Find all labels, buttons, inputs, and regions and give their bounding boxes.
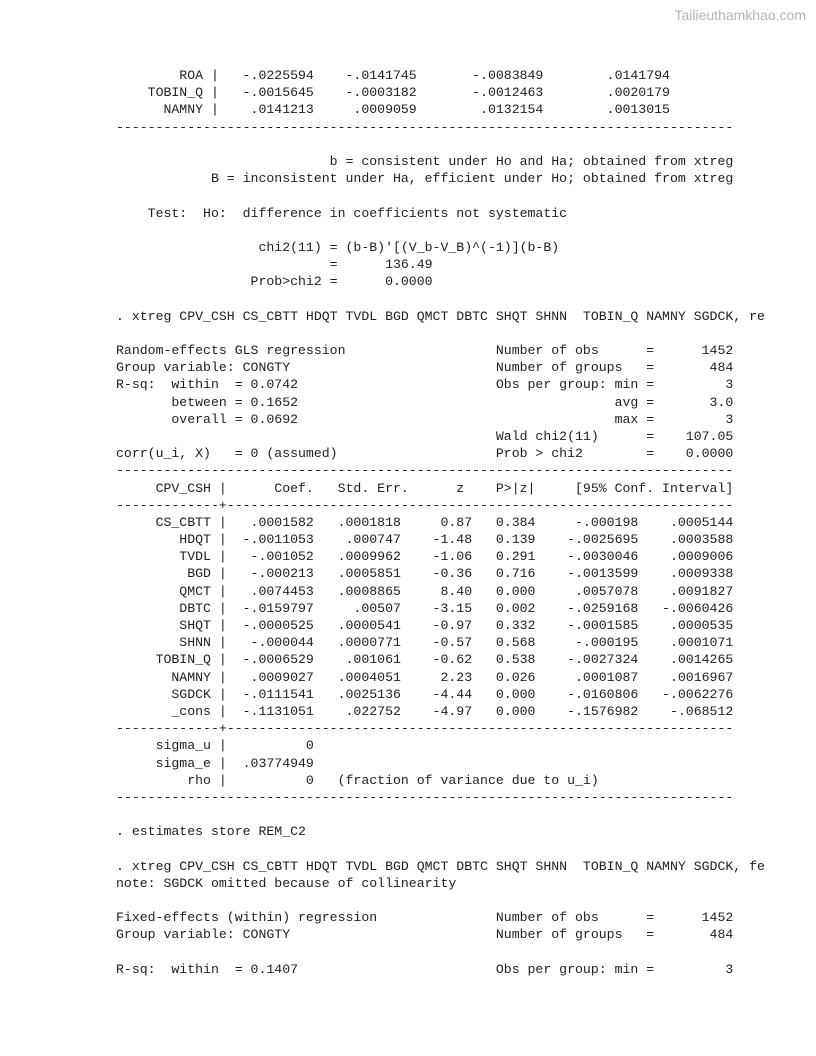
output-line: between = 0.1652 avg = 3.0: [116, 394, 734, 410]
output-line: b = consistent under Ho and Ha; obtained from xtreg: [116, 153, 734, 169]
output-line: Wald chi2(11) = 107.05: [116, 428, 734, 444]
output-line: [116, 840, 765, 857]
output-line: . xtreg CPV_CSH CS_CBTT HDQT TVDL BGD QMCT DBTC SHQT SHNN TOBIN_Q NAMNY SGDCK, re: [116, 308, 765, 324]
output-line: ------------------------------------------------------------------------------: [116, 789, 734, 805]
output-line: NAMNY | .0141213 .0009059 .0132154 .0013015: [116, 102, 670, 118]
output-line: . xtreg CPV_CSH CS_CBTT HDQT TVDL BGD QMCT DBTC SHQT SHNN TOBIN_Q NAMNY SGDCK, fe: [116, 858, 765, 874]
output-line: Fixed-effects (within) regression Number of obs = 1452: [116, 910, 734, 926]
output-line: SHNN | -.000044 .0000771 -0.57 0.568 -.000195 .0001071: [116, 635, 734, 651]
output-line: SHQT | -.0000525 .0000541 -0.97 0.332 -.0001585 .0000535: [116, 618, 734, 633]
output-line: [116, 806, 765, 823]
output-line: note: SGDCK omitted because of collinearity: [116, 875, 457, 891]
output-line: R-sq: within = 0.0742 Obs per group: min = 3: [116, 377, 734, 393]
output-line: -------------+----------------------------------------------------------------: [116, 497, 734, 513]
output-line: CPV_CSH | Coef. Std. Err. z P>|z| [95% Conf. Interval]: [116, 480, 734, 496]
output-line: = 136.49: [116, 257, 433, 273]
output-line: Group variable: CONGTY Number of groups = 484: [116, 927, 734, 943]
output-line: Test: Ho: difference in coefficients not systematic: [116, 205, 568, 221]
output-line: sigma_u | 0: [116, 738, 314, 754]
output-line: CS_CBTT | .0001582 .0001818 0.87 0.384 -.000198 .0005144: [116, 514, 734, 530]
output-line: QMCT | .0074453 .0008865 8.40 0.000 .0057078 .0091827: [116, 583, 734, 599]
output-line: [116, 290, 765, 307]
output-line: [116, 325, 765, 342]
output-line: ------------------------------------------------------------------------------: [116, 463, 734, 479]
output-line: overall = 0.0692 max = 3: [116, 411, 734, 427]
output-line: TVDL | -.001052 .0009962 -1.06 0.291 -.0030046 .0009006: [116, 549, 734, 565]
output-line: SGDCK | -.0111541 .0025136 -4.44 0.000 -.0160806 -.0062276: [116, 686, 734, 702]
output-line: DBTC | -.0159797 .00507 -3.15 0.002 -.0259168 -.0060426: [116, 600, 734, 616]
output-line: rho | 0 (fraction of variance due to u_i): [116, 772, 599, 788]
output-line: B = inconsistent under Ha, efficient under Ho; obtained from xtreg: [116, 171, 734, 187]
output-line: BGD | -.000213 .0005851 -0.36 0.716 -.0013599 .0009338: [116, 566, 734, 582]
stata-output-block: [116, 67, 765, 978]
output-line: . estimates store REM_C2: [116, 824, 306, 840]
output-line: [116, 222, 765, 239]
output-line: TOBIN_Q | -.0006529 .001061 -0.62 0.538 -.0027324 .0014265: [116, 652, 734, 668]
output-line: chi2(11) = (b-B)'[(V_b-V_B)^(-1)](b-B): [116, 239, 560, 255]
output-line: _cons | -.1131051 .022752 -4.97 0.000 -.1576982 -.068512: [116, 703, 734, 719]
output-line: [116, 944, 765, 961]
output-line: ------------------------------------------------------------------------------: [116, 119, 734, 135]
output-line: TOBIN_Q | -.0015645 -.0003182 -.0012463 .0020179: [116, 85, 670, 101]
output-line: R-sq: within = 0.1407 Obs per group: min = 3: [116, 961, 734, 977]
watermark-text: Tailieuthamkhao.com: [674, 7, 806, 23]
output-line: [116, 136, 765, 153]
output-line: NAMNY | .0009027 .0004051 2.23 0.026 .0001087 .0016967: [116, 669, 734, 685]
output-line: ROA | -.0225594 -.0141745 -.0083849 .0141794: [116, 68, 670, 83]
output-line: sigma_e | .03774949: [116, 755, 314, 771]
output-line: -------------+----------------------------------------------------------------: [116, 721, 734, 737]
output-line: [116, 892, 765, 909]
output-line: [116, 187, 765, 204]
output-line: Group variable: CONGTY Number of groups = 484: [116, 360, 734, 376]
output-line: Random-effects GLS regression Number of obs = 1452: [116, 343, 734, 358]
output-line: Prob>chi2 = 0.0000: [116, 274, 433, 290]
output-line: corr(u_i, X) = 0 (assumed) Prob > chi2 = 0.0000: [116, 446, 734, 462]
output-line: HDQT | -.0011053 .000747 -1.48 0.139 -.0025695 .0003588: [116, 532, 734, 548]
